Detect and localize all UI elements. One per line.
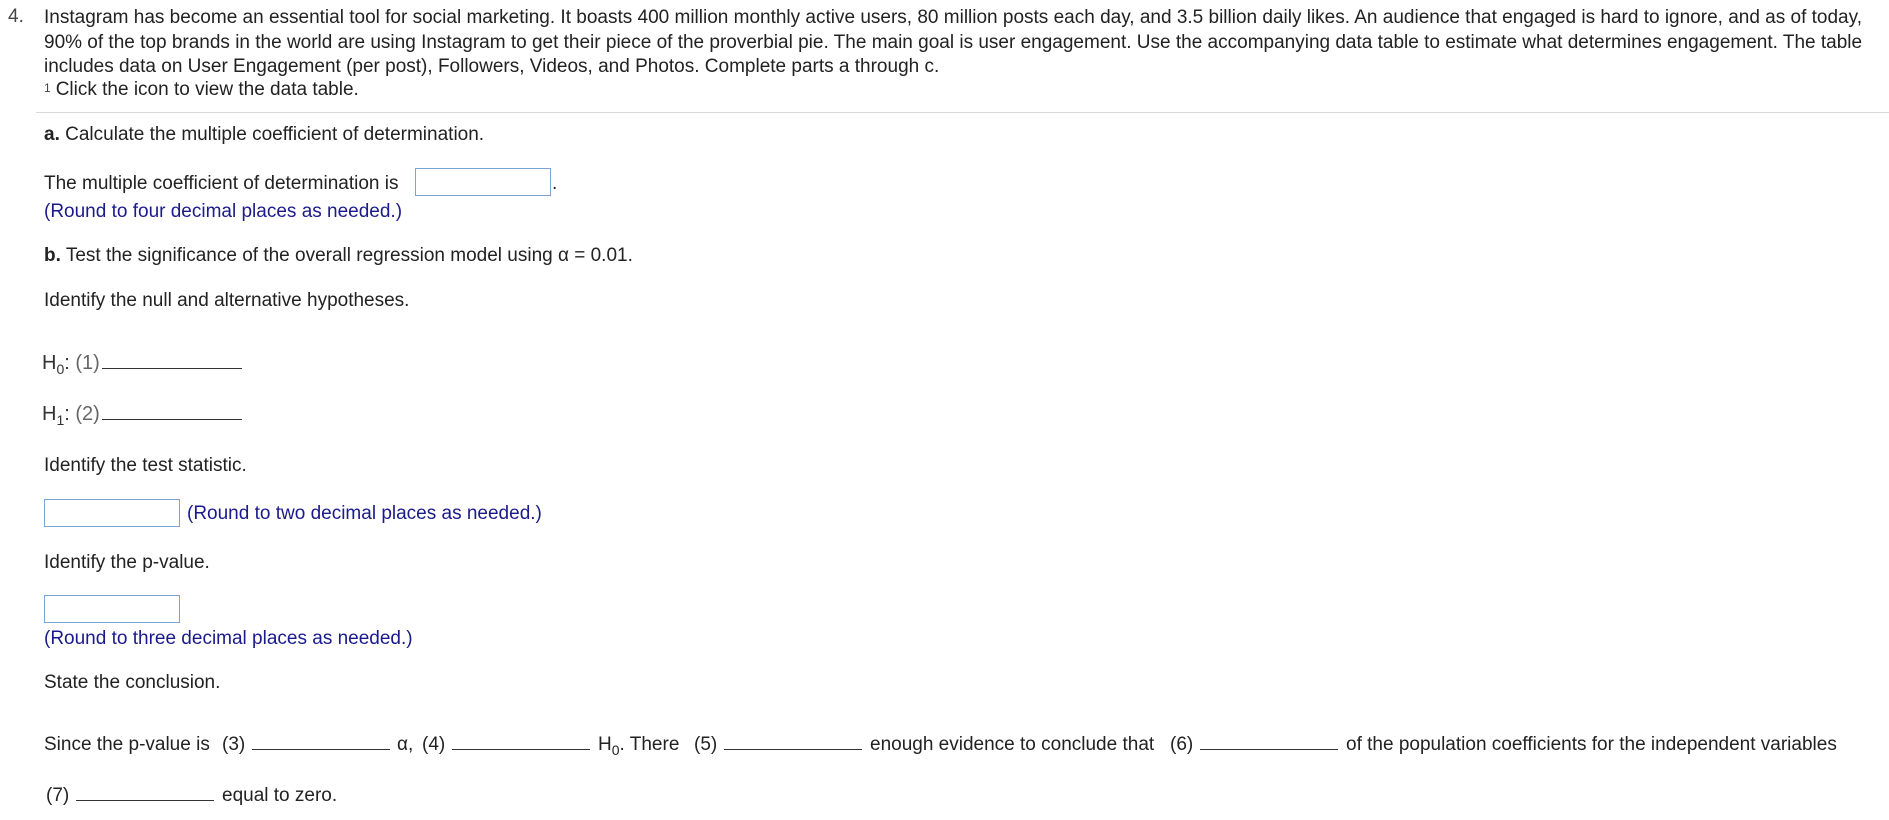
footnote-text[interactable]: Click the icon to view the data table. bbox=[55, 79, 359, 100]
conclusion-h-letter: H bbox=[598, 734, 612, 755]
intro-text: Instagram has become an essential tool for social marketing. It boasts 400 million monthly active users, 80 million posts each day, and 3.5 billion daily likes. An audience that engaged is hard to ignore, and as of today, 90% of the top brands in the world are using Instagram to get their piece of the proverbial pie. The main goal is user engagement. Use the accompanying data table to estimate what determines engagement. The table includes data on User Engagement (per post), Followers, Videos, and Photos. Complete parts a through c. bbox=[44, 7, 1863, 77]
part-a-answer-prefix: The multiple coefficient of determination is bbox=[44, 173, 399, 194]
conclusion-text-4: of the population coefficients for the independent variables bbox=[1346, 734, 1837, 755]
h1-sub: 1 bbox=[56, 412, 65, 428]
part-b-text: Test the significance of the overall regression model using α = 0.01. bbox=[65, 245, 633, 266]
conclusion-blank-5[interactable] bbox=[722, 734, 864, 756]
h1-letter: H bbox=[42, 403, 57, 425]
test-statistic-hint: (Round to two decimal places as needed.) bbox=[187, 503, 542, 524]
question-number: 4. bbox=[8, 6, 24, 27]
p-value-hint: (Round to three decimal places as needed.) bbox=[44, 628, 413, 649]
h1-dropdown[interactable] bbox=[102, 418, 242, 420]
part-a-answer-line bbox=[44, 173, 399, 195]
data-table-footnote[interactable] bbox=[44, 78, 359, 102]
p-value-input[interactable] bbox=[44, 595, 180, 623]
part-b-label: b. bbox=[44, 245, 61, 266]
conclusion-marker-4: (4) bbox=[422, 734, 446, 755]
h1-colon: : bbox=[64, 403, 70, 425]
part-a-label: a. bbox=[44, 124, 60, 145]
conclusion-blank-3[interactable] bbox=[250, 734, 392, 756]
conclusion-text-3: enough evidence to conclude that bbox=[870, 734, 1155, 755]
question-intro bbox=[44, 6, 1884, 80]
h0-sub: 0 bbox=[56, 361, 65, 377]
conclusion-text-1: Since the p-value is bbox=[44, 734, 210, 755]
h0-letter: H bbox=[42, 352, 57, 374]
conclusion-h-sub: 0 bbox=[611, 741, 620, 758]
test-statistic-input[interactable] bbox=[44, 499, 180, 527]
h0-dropdown[interactable] bbox=[102, 367, 242, 369]
footnote-marker: 1 bbox=[44, 81, 51, 95]
h0-colon: : bbox=[64, 352, 70, 374]
identify-p-value: Identify the p-value. bbox=[44, 552, 210, 573]
part-a-prompt bbox=[44, 124, 484, 146]
alternative-hypothesis-row bbox=[42, 403, 244, 428]
h1-marker: (2) bbox=[75, 403, 100, 425]
conclusion-h0 bbox=[598, 734, 679, 758]
part-a-hint: (Round to four decimal places as needed.) bbox=[44, 201, 403, 222]
conclusion-blank-6[interactable] bbox=[1198, 734, 1340, 756]
identify-hypotheses: Identify the null and alternative hypotheses. bbox=[44, 290, 410, 311]
conclusion-blank-4[interactable] bbox=[450, 734, 592, 756]
conclusion-text-2: . There bbox=[619, 734, 680, 755]
r-squared-input[interactable] bbox=[415, 168, 551, 196]
part-a-text: Calculate the multiple coefficient of determination. bbox=[65, 124, 485, 145]
conclusion-marker-3: (3) bbox=[222, 734, 246, 755]
conclusion-text-5: equal to zero. bbox=[222, 785, 338, 806]
conclusion-marker-5: (5) bbox=[694, 734, 718, 755]
conclusion-marker-7: (7) bbox=[46, 785, 70, 806]
identify-test-statistic: Identify the test statistic. bbox=[44, 455, 247, 476]
conclusion-blank-7[interactable] bbox=[74, 785, 216, 807]
conclusion-alpha: α, bbox=[397, 734, 414, 755]
part-b-prompt bbox=[44, 245, 633, 267]
state-conclusion: State the conclusion. bbox=[44, 672, 221, 693]
h0-marker: (1) bbox=[75, 352, 100, 374]
part-a-answer-suffix: . bbox=[552, 173, 558, 194]
conclusion-marker-6: (6) bbox=[1170, 734, 1194, 755]
null-hypothesis-row bbox=[42, 352, 244, 377]
section-divider bbox=[36, 112, 1889, 113]
